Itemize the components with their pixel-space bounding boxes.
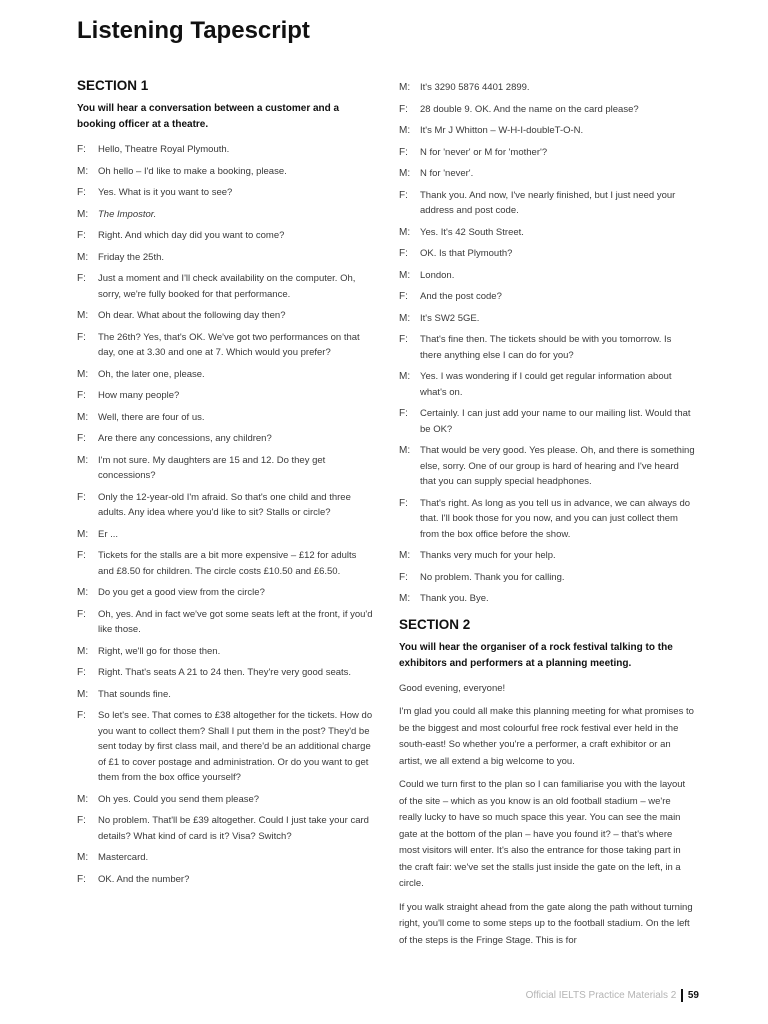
section-2-paragraph: Good evening, everyone! bbox=[399, 682, 506, 694]
section-2-intro: You will hear the organiser of a rock festival talking to the exhibitors and performers at a planning meeting. bbox=[399, 641, 673, 669]
speech-text: Hello, Theatre Royal Plymouth. bbox=[98, 144, 230, 155]
dialogue-line bbox=[77, 410, 373, 426]
speech-text: Oh, yes. And in fact we've got some seats left at the front, if you'd like those. bbox=[98, 608, 373, 635]
speaker-label: F: bbox=[77, 273, 86, 284]
dialogue-line bbox=[77, 207, 373, 223]
dialogue-line bbox=[77, 388, 373, 404]
speaker-label: F: bbox=[399, 189, 408, 201]
section-2-paragraph: Could we turn first to the plan so I can familiarise you with the layout of the site – which as you know is an old football stadium – we're really lucky to have so much space this year. You can see the main gate at the bottom of the plan – have you found it? – that's where most visitors will enter. It's also the entrance for those taking part in the craft fair: we've set the stalls just inside the gate on the left, in a circle. bbox=[399, 779, 686, 889]
dialogue-line bbox=[399, 268, 695, 284]
dialogue-line bbox=[399, 496, 695, 543]
footer-divider bbox=[681, 989, 683, 1002]
speech-text: Thanks very much for your help. bbox=[420, 550, 556, 561]
dialogue-line bbox=[399, 102, 695, 118]
speaker-label: M: bbox=[399, 82, 411, 93]
dialogue-line bbox=[77, 185, 373, 201]
dialogue-line bbox=[399, 80, 695, 96]
speaker-label: M: bbox=[399, 226, 411, 238]
page-title: Listening Tapescript bbox=[77, 17, 310, 44]
dialogue-line bbox=[77, 607, 373, 638]
speaker-label: M: bbox=[399, 550, 411, 561]
speech-text: OK. Is that Plymouth? bbox=[420, 248, 513, 259]
dialogue-line bbox=[77, 872, 373, 888]
dialogue-line bbox=[77, 792, 373, 808]
speech-text: How many people? bbox=[98, 390, 180, 401]
speaker-label: F: bbox=[399, 571, 408, 583]
speech-text: Oh yes. Could you send them please? bbox=[98, 793, 260, 805]
speaker-label: M: bbox=[77, 251, 89, 263]
speaker-label: M: bbox=[77, 310, 89, 321]
dialogue-line bbox=[77, 164, 373, 180]
speech-text: It's SW2 5GE. bbox=[420, 312, 480, 324]
dialogue-line bbox=[77, 665, 373, 681]
speech-text: Mastercard. bbox=[98, 852, 149, 863]
speech-text: The Impostor. bbox=[98, 208, 157, 220]
speaker-label: F: bbox=[77, 433, 86, 444]
speech-text: Tickets for the stalls are a bit more expensive – £12 for adults and £8.50 for children. The circle costs £10.50 and £6.50. bbox=[98, 550, 357, 577]
speech-text: No problem. Thank you for calling. bbox=[420, 571, 565, 583]
speech-text: Oh, the later one, please. bbox=[98, 368, 205, 380]
speaker-label: F: bbox=[77, 331, 86, 343]
dialogue-line bbox=[77, 308, 373, 324]
speaker-label: M: bbox=[399, 168, 411, 179]
dialogue-line bbox=[77, 228, 373, 244]
speech-text: Only the 12-year-old I'm afraid. So that's one child and three adults. Any idea where you'd like to sit? Stalls or circle? bbox=[98, 491, 351, 518]
section-2-body bbox=[399, 681, 695, 950]
speaker-label: F: bbox=[399, 408, 408, 419]
dialogue-line bbox=[77, 850, 373, 866]
speaker-label: F: bbox=[399, 146, 408, 158]
dialogue-line bbox=[399, 311, 695, 327]
speech-text: Thank you. And now, I've nearly finished, but I just need your address and post code. bbox=[420, 189, 676, 216]
speech-text: Oh hello – I'd like to make a booking, please. bbox=[98, 165, 287, 177]
speaker-label: F: bbox=[77, 187, 86, 198]
speech-text: Yes. It's 42 South Street. bbox=[420, 226, 524, 238]
speaker-label: M: bbox=[77, 411, 89, 423]
speech-text: That would be very good. Yes please. Oh, and there is something else, sorry. One of our group is hard of hearing and I've heard that you can supply special headphones. bbox=[420, 445, 695, 487]
dialogue-line bbox=[77, 548, 373, 579]
dialogue-line bbox=[399, 145, 695, 161]
dialogue-line bbox=[399, 332, 695, 363]
speaker-label: M: bbox=[77, 528, 89, 540]
dialogue-line bbox=[399, 246, 695, 262]
speaker-label: M: bbox=[399, 269, 411, 281]
section-2-paragraph: I'm glad you could all make this planning meeting for what promises to be the biggest and most colourful free rock festival ever held in the south-east! So whether you're a performer, a craft exhibitor or an artist, we all extend a big welcome to you. bbox=[399, 706, 694, 767]
right-column bbox=[399, 80, 695, 956]
dialogue-line bbox=[77, 142, 373, 158]
dialogue-line bbox=[399, 443, 695, 490]
speaker-label: F: bbox=[399, 248, 408, 259]
speaker-label: M: bbox=[77, 208, 89, 220]
speaker-label: F: bbox=[77, 390, 86, 401]
dialogue-line bbox=[399, 591, 695, 607]
speech-text: Do you get a good view from the circle? bbox=[98, 587, 265, 598]
section-2-paragraph: If you walk straight ahead from the gate along the path without turning right, you'll come to some steps up to the football stadium. On the left of the steps is the Fringe Stage. This is for bbox=[399, 901, 693, 946]
speech-text: Yes. What is it you want to see? bbox=[98, 187, 233, 198]
speaker-label: M: bbox=[399, 371, 411, 382]
speaker-label: M: bbox=[77, 688, 89, 700]
dialogue-list-right bbox=[399, 80, 695, 607]
speaker-label: F: bbox=[77, 491, 86, 503]
dialogue-line bbox=[399, 289, 695, 305]
speech-text: That sounds fine. bbox=[98, 688, 171, 700]
speech-text: The 26th? Yes, that's OK. We've got two performances on that day, one at 3.30 and one at 7. Which would you prefer? bbox=[98, 331, 360, 358]
section-2-heading: SECTION 2 bbox=[399, 616, 471, 632]
dialogue-list-left bbox=[77, 142, 373, 887]
speech-text: London. bbox=[420, 269, 455, 281]
speech-text: Well, there are four of us. bbox=[98, 411, 205, 423]
dialogue-line bbox=[77, 527, 373, 543]
speaker-label: F: bbox=[77, 667, 86, 678]
speaker-label: M: bbox=[399, 445, 411, 456]
dialogue-line bbox=[77, 490, 373, 521]
speaker-label: F: bbox=[399, 334, 408, 345]
speech-text: Right. That's seats A 21 to 24 then. They're very good seats. bbox=[98, 667, 352, 678]
dialogue-line bbox=[77, 250, 373, 266]
speech-text: Er ... bbox=[98, 528, 119, 540]
dialogue-line bbox=[77, 687, 373, 703]
speaker-label: M: bbox=[77, 852, 89, 863]
speech-text: I'm not sure. My daughters are 15 and 12. Do they get concessions? bbox=[98, 454, 326, 481]
speaker-label: F: bbox=[77, 873, 86, 885]
speaker-label: M: bbox=[77, 645, 89, 657]
speech-text: That's fine then. The tickets should be with you tomorrow. Is there anything else I can do for you? bbox=[420, 334, 672, 361]
dialogue-line bbox=[399, 406, 695, 437]
speech-text: So let's see. That comes to £38 altogether for the tickets. How do you want to collect them? Shall I put them in the post? They'd be sent today by first class mail, and there'd be an additional charge of £1 to cover postage and administration. Or do you want to get them from the box office yourself? bbox=[98, 710, 373, 783]
dialogue-line bbox=[77, 330, 373, 361]
dialogue-line bbox=[399, 166, 695, 182]
dialogue-line bbox=[399, 188, 695, 219]
speaker-label: M: bbox=[77, 454, 89, 466]
left-column bbox=[77, 78, 373, 893]
speaker-label: M: bbox=[399, 593, 411, 604]
speaker-label: F: bbox=[77, 608, 86, 620]
speaker-label: F: bbox=[77, 230, 86, 241]
speech-text: Friday the 25th. bbox=[98, 251, 165, 263]
speaker-label: M: bbox=[77, 368, 89, 380]
page-number: 59 bbox=[687, 990, 699, 1001]
dialogue-line bbox=[77, 453, 373, 484]
dialogue-line bbox=[399, 570, 695, 586]
dialogue-line bbox=[77, 585, 373, 601]
speech-text: Are there any concessions, any children? bbox=[98, 433, 272, 444]
speaker-label: M: bbox=[77, 587, 89, 598]
speech-text: It's Mr J Whitton – W-H-I-doubleT-O-N. bbox=[420, 125, 584, 136]
speaker-label: M: bbox=[399, 312, 411, 324]
speech-text: N for 'never'. bbox=[420, 168, 474, 179]
speech-text: Right, we'll go for those then. bbox=[98, 645, 221, 657]
speaker-label: F: bbox=[399, 103, 408, 115]
speaker-label: F: bbox=[77, 710, 86, 721]
speech-text: Right. And which day did you want to come? bbox=[98, 230, 285, 241]
speech-text: 28 double 9. OK. And the name on the card please? bbox=[420, 103, 639, 115]
footer-publication: Official IELTS Practice Materials 2 bbox=[525, 990, 677, 1001]
speech-text: Just a moment and I'll check availability on the computer. Oh, sorry, we're fully booked for that performance. bbox=[98, 273, 356, 300]
dialogue-line bbox=[399, 548, 695, 564]
speaker-label: M: bbox=[399, 125, 411, 136]
speaker-label: F: bbox=[399, 497, 408, 509]
dialogue-line bbox=[77, 644, 373, 660]
page-footer bbox=[526, 989, 699, 1002]
speech-text: No problem. That'll be £39 altogether. Could I just take your card details? What kind of card is it? Visa? Switch? bbox=[98, 815, 369, 842]
speaker-label: F: bbox=[77, 550, 86, 561]
speech-text: N for 'never' or M for 'mother'? bbox=[420, 146, 548, 158]
dialogue-line bbox=[77, 708, 373, 786]
speech-text: And the post code? bbox=[420, 291, 502, 302]
section-1-intro: You will hear a conversation between a customer and a booking officer at a theatre. bbox=[77, 103, 340, 130]
dialogue-line bbox=[399, 123, 695, 139]
speech-text: That's right. As long as you tell us in advance, we can always do that. I'll book those for you now, and you can just collect them from the box office before the show. bbox=[420, 497, 691, 540]
dialogue-line bbox=[399, 369, 695, 400]
section-1-heading: SECTION 1 bbox=[77, 78, 149, 93]
dialogue-line bbox=[77, 271, 373, 302]
speaker-label: F: bbox=[399, 291, 408, 302]
speech-text: Yes. I was wondering if I could get regular information about what's on. bbox=[420, 371, 672, 398]
dialogue-line bbox=[77, 813, 373, 844]
speaker-label: M: bbox=[77, 165, 89, 177]
speech-text: Certainly. I can just add your name to our mailing list. Would that be OK? bbox=[420, 408, 691, 435]
speaker-label: F: bbox=[77, 815, 86, 826]
dialogue-line bbox=[77, 367, 373, 383]
dialogue-line bbox=[77, 431, 373, 447]
speech-text: Thank you. Bye. bbox=[420, 593, 489, 604]
speaker-label: F: bbox=[77, 144, 86, 155]
dialogue-line bbox=[399, 225, 695, 241]
speech-text: OK. And the number? bbox=[98, 873, 190, 885]
speech-text: It's 3290 5876 4401 2899. bbox=[420, 82, 530, 93]
speaker-label: M: bbox=[77, 793, 89, 805]
speech-text: Oh dear. What about the following day then? bbox=[98, 310, 286, 321]
